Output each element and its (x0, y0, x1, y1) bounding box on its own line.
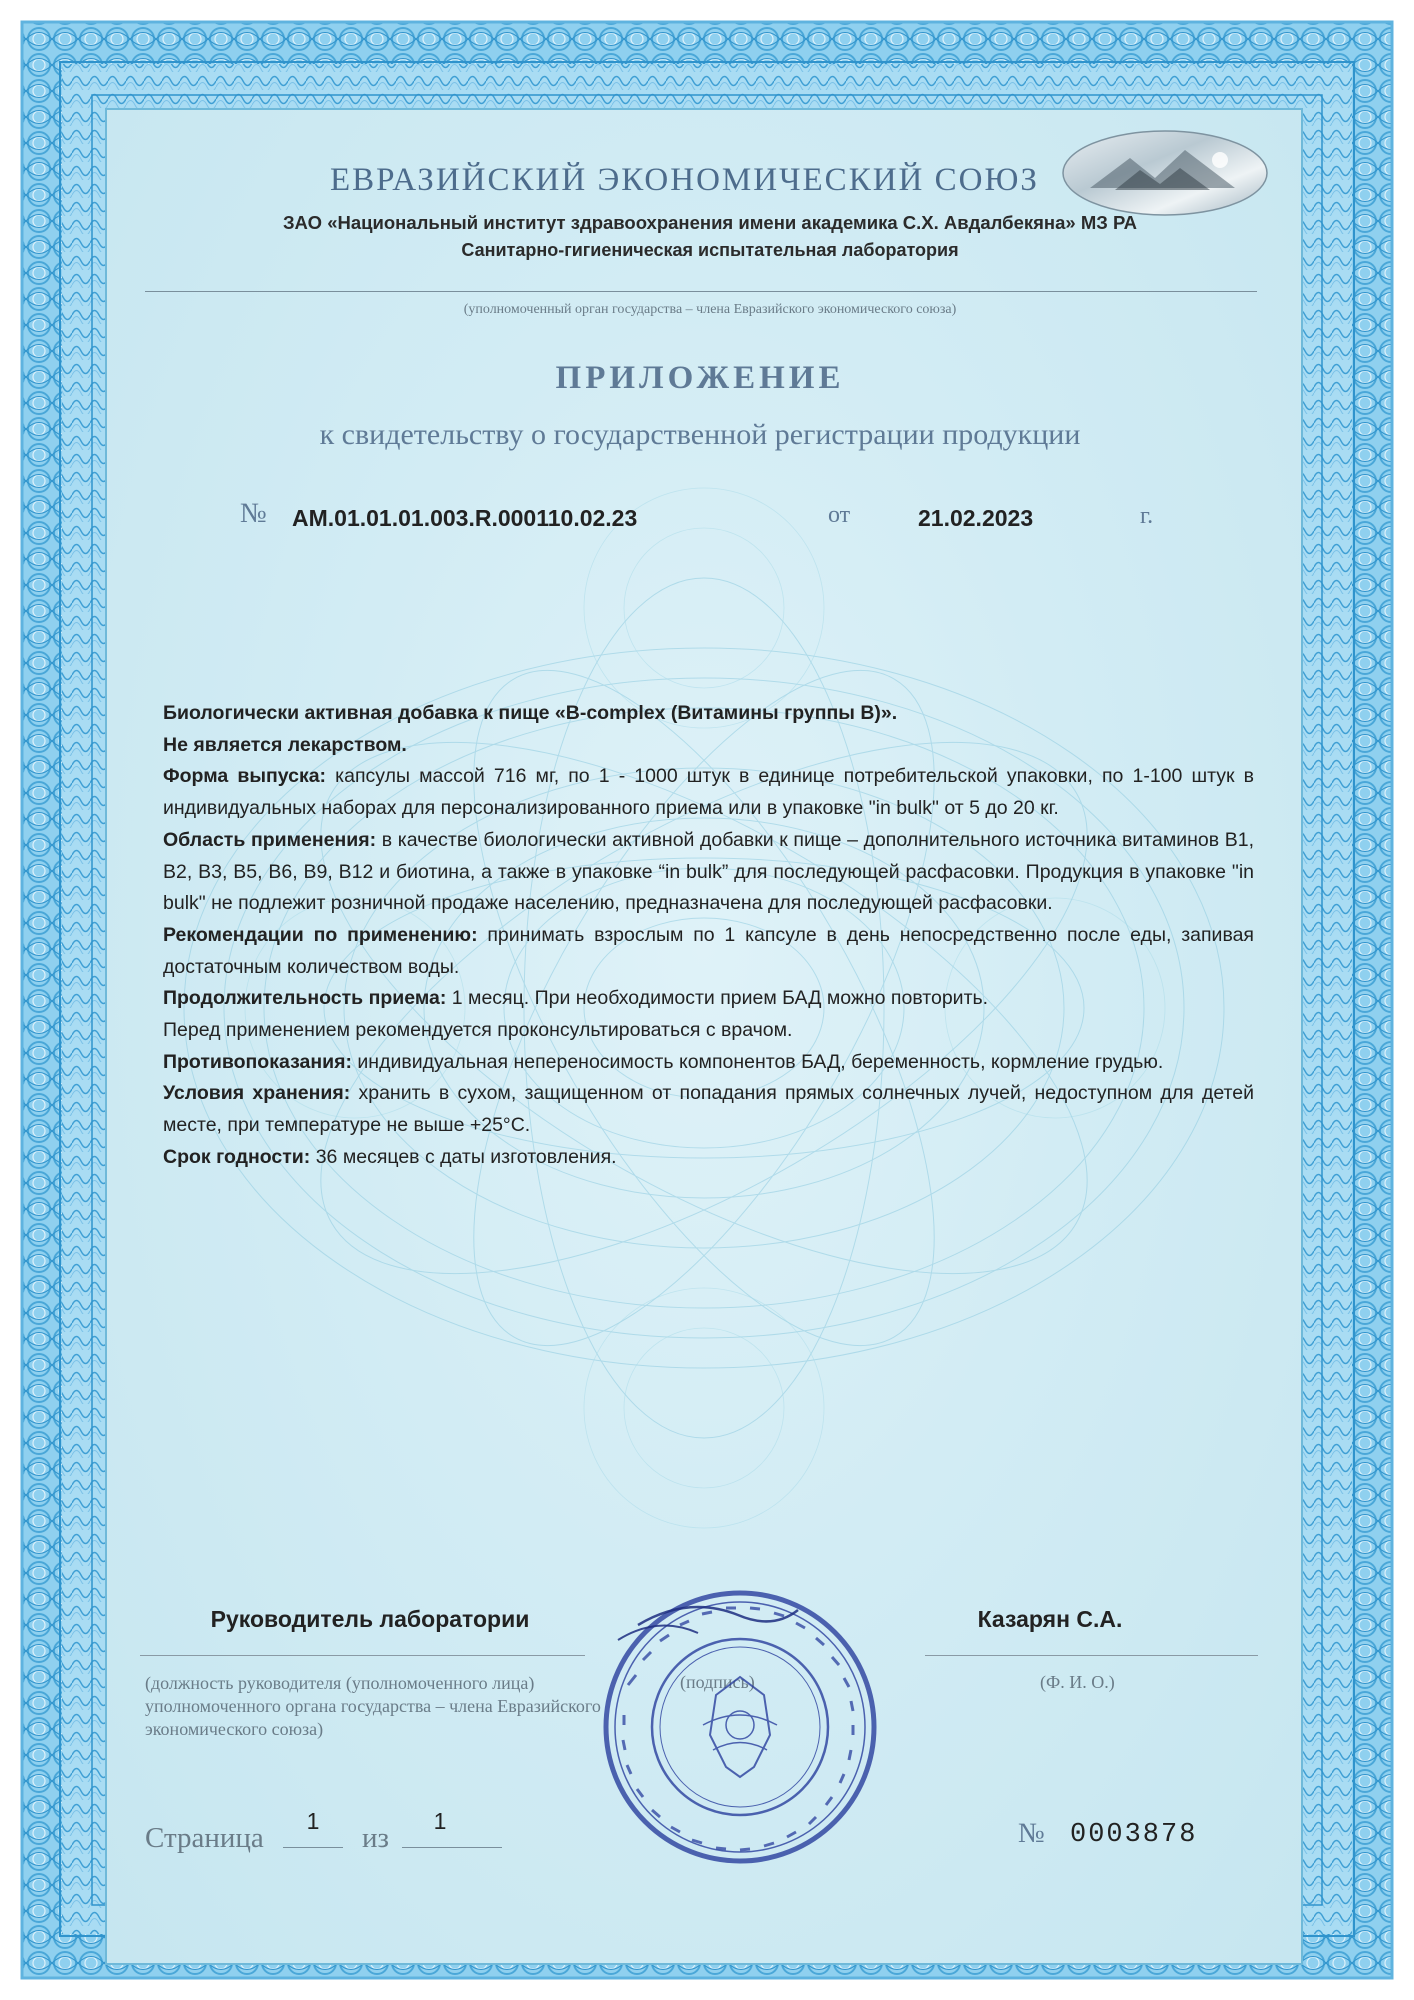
storage (163, 1078, 1254, 1141)
shelf-life-label: Срок годности: (163, 1145, 311, 1168)
release-form (163, 761, 1254, 824)
page-word: Страница (145, 1822, 264, 1854)
contraindications (163, 1047, 1254, 1079)
duration (163, 983, 1254, 1015)
signatory-name: Казарян С.А. (977, 1606, 1123, 1632)
release-form-label: Форма выпуска: (163, 765, 327, 788)
name-caption: (Ф. И. О.) (1040, 1672, 1115, 1692)
scope-text: в качестве биологически активной добавки к пище – дополнительного источника витаминов В1, В2, В3, В5, В6, В9, В12 и биотина, а также в упаковке “in bulk” для последующей расфасовки. Продукция в упаковке "in bulk" не подлежит розничной продаже населению, предназначена для последующей расфасовки. (163, 828, 1255, 915)
date-suffix: г. (1140, 503, 1154, 529)
name-underline (925, 1655, 1258, 1656)
consult-line: Перед применением рекомендуется проконсультироваться с врачом. (163, 1019, 793, 1042)
hologram-emblem (1060, 128, 1270, 218)
duration-label: Продолжительность приема: (163, 987, 447, 1010)
header-divider (145, 291, 1257, 292)
registration-date: 21.02.2023 (918, 505, 1034, 531)
serial-number: 0003878 (1070, 1820, 1198, 1850)
contraindications-label: Противопоказания: (163, 1050, 352, 1073)
product-name: Биологически активная добавка к пище «B-complex (Витамины группы В)». (163, 702, 898, 724)
usage-text: принимать взрослым по 1 капсуле в день непосредственно после еды, запивая достаточным количеством воды. (163, 923, 1254, 978)
document-subtitle: к свидетельству о государственной регистрации продукции (319, 418, 1081, 451)
signature-caption: (подпись) (680, 1672, 755, 1692)
scope (163, 825, 1254, 920)
not-medicine-text: Не является лекарством. (163, 733, 407, 756)
laboratory-name: Санитарно-гигиеническая испытательная лаборатория (461, 240, 959, 260)
usage-label: Рекомендации по применению: (163, 923, 478, 946)
position-caption: (должность руководителя (уполномоченного лица) уполномоченного органа государства – члена Евразийского экономического союза) (145, 1673, 601, 1739)
official-stamp (598, 1585, 883, 1870)
institute-name: ЗАО «Национальный институт здравоохранения имени академика С.Х. Авдалбекяна» МЗ РА (282, 212, 1138, 233)
position-underline (140, 1655, 585, 1656)
page-number-underline (283, 1847, 343, 1848)
storage-text: хранить в сухом, защищенном от попадания прямых солнечных лучей, недоступном для детей месте, при температуре не выше +25°С. (163, 1082, 1254, 1137)
page-number: 1 (306, 1808, 320, 1834)
product-description (163, 698, 1254, 1174)
serial-number-sign: № (1018, 1818, 1045, 1849)
document-title: ПРИЛОЖЕНИЕ (555, 360, 845, 396)
not-medicine-line (163, 730, 1254, 762)
of-word: из (362, 1822, 389, 1854)
duration-text: 1 месяц. При необходимости прием БАД можно повторить. (446, 987, 989, 1010)
signatory-position: Руководитель лаборатории (210, 1606, 530, 1632)
date-prefix: от (828, 502, 851, 528)
page-total: 1 (433, 1808, 447, 1834)
authorized-body-caption: (уполномоченный орган государства – члена Евразийского экономического союза) (463, 302, 957, 317)
page-total-underline (402, 1847, 502, 1848)
storage-label: Условия хранения: (163, 1082, 351, 1105)
shelf-life-text: 36 месяцев с даты изготовления. (310, 1145, 617, 1168)
scope-label: Область применения: (163, 828, 377, 851)
number-sign: № (240, 498, 267, 529)
shelf-life (163, 1142, 1254, 1174)
product-line (163, 698, 1254, 730)
usage (163, 920, 1254, 983)
release-form-text: капсулы массой 716 мг, по 1 - 1000 штук в единице потребительской упаковки, по 1-100 штук в индивидуальных наборах для персонализированного приема или в упаковке "in bulk" от 5 до 20 кг. (163, 765, 1254, 820)
registration-number: AM.01.01.01.003.R.000110.02.23 (292, 505, 638, 531)
union-title: ЕВРАЗИЙСКИЙ ЭКОНОМИЧЕСКИЙ СОЮЗ (330, 162, 1039, 198)
contraindications-text: индивидуальная непереносимость компонентов БАД, беременность, кормление грудью. (351, 1050, 1164, 1073)
